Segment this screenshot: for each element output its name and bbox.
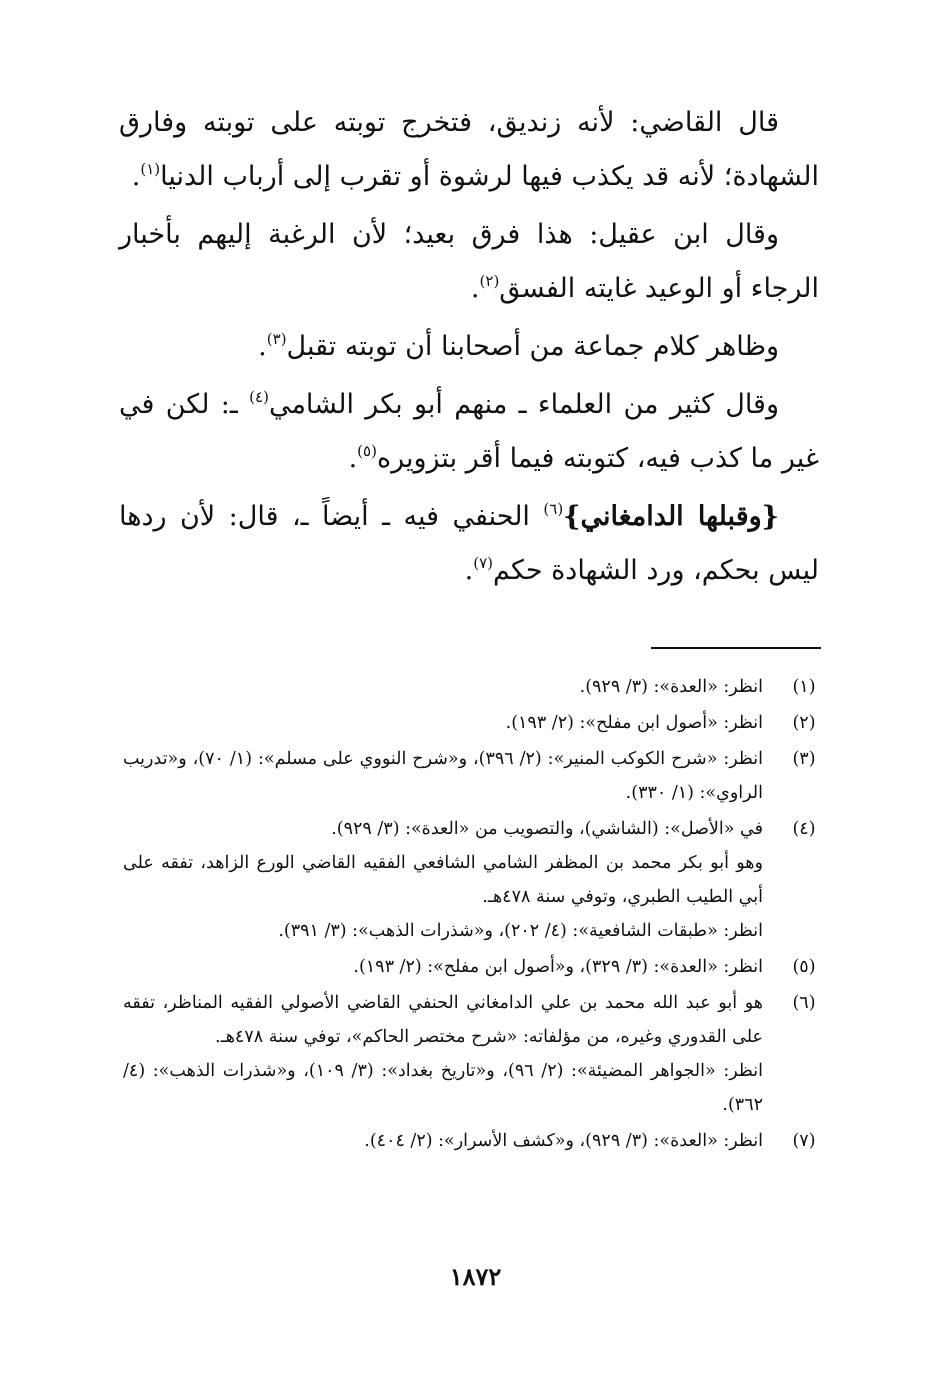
footnote-number: (١): [792, 677, 816, 697]
footnote-line: انظر: «شرح الكوكب المنير»: (٢/ ٣٩٦)، و«شرح النووي على مسلم»: (١/ ٧٠)، و«تدريب الراوي»: (١/ ٣٣٠).: [123, 749, 763, 803]
paragraph-1: [119, 96, 819, 204]
footnote-line: انظر: «العدة»: (٣/ ٩٢٩)، و«كشف الأسرار»: (٢/ ٤٠٤).: [364, 1131, 763, 1151]
footnote-number: (٤): [792, 819, 816, 839]
footnote-number: (٧): [792, 1131, 816, 1151]
footnote-line: انظر: «العدة»: (٣/ ٣٢٩)، و«أصول ابن مفلح»: (٢/ ١٩٣).: [353, 957, 763, 977]
footnotes: [123, 670, 825, 1160]
footnote-divider: [651, 647, 821, 649]
paragraph-end: .: [258, 331, 267, 362]
paragraph-end: .: [131, 161, 141, 192]
paragraph-text: وقال ابن عقيل: هذا فرق بعيد؛ لأن الرغبة إليهم بأخبار الرجاء أو الوعيد غايته الفسق: [119, 219, 819, 304]
paragraph-text: وظاهر كلام جماعة من أصحابنا أن توبته تقبل: [286, 331, 779, 362]
paragraph-text: وقال كثير من العلماء ـ منهم أبو بكر الشامي: [268, 389, 780, 420]
paragraph-4: [119, 378, 819, 486]
footnote-ref-3[interactable]: (٣): [266, 330, 287, 348]
paragraph-3: [119, 320, 819, 374]
footnote-line: وهو أبو بكر محمد بن المظفر الشامي الشافعي الفقيه القاضي الورع الزاهد، تفقه على أبي الطيب الطبري، وتوفي سنة ٤٧٨هـ.: [123, 853, 763, 907]
footnote-line: انظر: «أصول ابن مفلح»: (٢/ ١٩٣).: [505, 713, 763, 733]
footnote-ref-5[interactable]: (٥): [357, 442, 377, 460]
footnote-ref-2[interactable]: (٢): [479, 272, 500, 290]
footnote-2: [123, 706, 825, 740]
footnote-line: في «الأصل»: (الشاشي)، والتصويب من «العدة»: (٣/ ٩٢٩).: [331, 819, 763, 839]
footnote-7: [123, 1124, 825, 1158]
paragraph-2: [119, 208, 819, 316]
paragraph-end: .: [348, 443, 358, 474]
footnote-1: [123, 670, 825, 704]
footnote-ref-4[interactable]: (٤): [249, 388, 269, 406]
paragraph-end: .: [464, 555, 474, 586]
main-text: [119, 96, 819, 602]
footnote-number: (٣): [792, 749, 816, 769]
paragraph-end: .: [470, 273, 480, 304]
footnote-number: (٦): [792, 993, 816, 1013]
footnote-line: انظر: «الجواهر المضيئة»: (٢/ ٩٦)، و«تاريخ بغداد»: (٣/ ١٠٩)، و«شذرات الذهب»: (٤/ ٣٦٢).: [123, 1061, 763, 1115]
footnote-number: (٢): [792, 713, 816, 733]
footnote-ref-1[interactable]: (١): [140, 160, 161, 178]
footnote-5: [123, 950, 825, 984]
footnote-number: (٥): [792, 957, 816, 977]
footnote-ref-7[interactable]: (٧): [473, 554, 493, 572]
paragraph-text: الحنفي فيه ـ أيضاً ـ، قال: لأن ردها ليس بحكم، ورد الشهادة حكم: [119, 501, 819, 586]
footnote-4: [123, 812, 825, 948]
footnote-3: [123, 742, 825, 810]
footnote-ref-6[interactable]: (٦): [543, 500, 564, 518]
paragraph-5: [119, 490, 819, 598]
paragraph-text: قال القاضي: لأنه زنديق، فتخرج توبته على توبته وفارق الشهادة؛ لأنه قد يكذب فيها لرشوة أو تقرب إلى أرباب الدنيا: [119, 107, 819, 192]
footnote-6: [123, 986, 825, 1122]
paragraph-text: ـ: لكن في غير ما كذب فيه، كتوبته فيما أقر بتزويره: [119, 389, 819, 474]
footnote-line: انظر: «طبقات الشافعية»: (٤/ ٢٠٢)، و«شذرات الذهب»: (٣/ ٣٩١).: [278, 921, 763, 941]
page-number: ١٨٧٢: [449, 1262, 502, 1291]
bold-phrase: {وقبلها الدامغاني}: [563, 501, 780, 532]
footnote-line: انظر: «العدة»: (٣/ ٩٢٩).: [579, 677, 763, 697]
footnote-line: هو أبو عبد الله محمد بن علي الدامغاني الحنفي القاضي الأصولي الفقيه المناظر، تفقه على القدوري وغيره، من مؤلفاته: «شرح مختصر الحاكم»، توفي سنة ٤٧٨هـ.: [123, 993, 763, 1047]
